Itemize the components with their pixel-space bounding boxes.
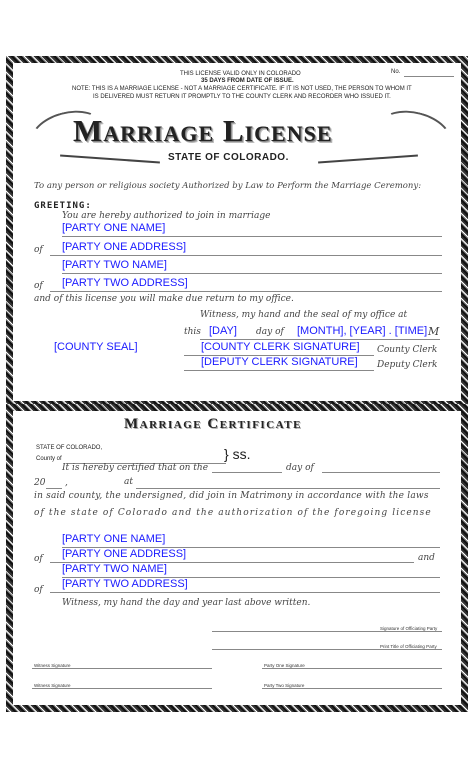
license-party-two-name: [PARTY TWO NAME]	[62, 259, 167, 271]
sig-officiating-label: Signature of Officiating Party	[380, 626, 438, 631]
license-of-1: of	[34, 245, 43, 255]
certified-line: It is hereby certified that on the	[62, 463, 209, 473]
license-witness-line: Witness, my hand and the seal of my office at	[200, 310, 408, 320]
license-header-line3: NOTE: THIS IS A MARRIAGE LICENSE - NOT A MARRIAGE CERTIFICATE. IF IT IS NOT USED, THE PERSON TO WHOM IT	[72, 86, 412, 92]
license-month-year-time: [MONTH], [YEAR] . [TIME]	[297, 325, 428, 337]
party-two-address-line	[50, 291, 442, 292]
cert-day-line	[212, 472, 282, 473]
cert-party-two-address-line	[50, 592, 440, 593]
deputy-clerk-label: Deputy Clerk	[377, 360, 438, 370]
license-of-2: of	[34, 281, 43, 291]
cert-party-one-address: [PARTY ONE ADDRESS]	[62, 548, 187, 560]
party-one-sig-label: Party One Signature	[264, 663, 305, 668]
state-line: of the state of Colorado and the authorization of the foregoing license	[34, 508, 432, 518]
party-two-name-line	[62, 273, 442, 274]
certificate-ss: } ss.	[224, 446, 251, 462]
cert-party-two-name: [PARTY TWO NAME]	[62, 563, 167, 575]
county-clerk-label: County Clerk	[377, 345, 438, 355]
license-day: [DAY]	[209, 325, 237, 337]
witness-sig-2-label: Witness Signature	[34, 683, 71, 688]
certificate-at: at	[124, 477, 133, 487]
hereby-line: You are hereby authorized to join in marriage	[62, 211, 271, 221]
witness-sig-1-label: Witness Signature	[34, 663, 71, 668]
date-line	[200, 339, 440, 340]
cert-witness-line: Witness, my hand the day and year last above written.	[62, 598, 311, 608]
license-day-of: day of	[256, 327, 284, 337]
party-two-sig-label: Party Two Signature	[264, 683, 305, 688]
certificate-year-prefix: 20	[34, 478, 46, 488]
license-header-line4: IS DELIVERED MUST RETURN IT PROMPTLY TO THE COUNTY CLERK AND RECORDER WHO ISSUED IT.	[93, 94, 391, 100]
certificate-title: Marriage Certificate	[124, 416, 302, 432]
cert-party-two-address: [PARTY TWO ADDRESS]	[62, 578, 188, 590]
license-number-label: No.	[391, 69, 401, 75]
cert-party-one-name: [PARTY ONE NAME]	[62, 533, 166, 545]
license-header-line1: THIS LICENSE VALID ONLY IN COLORADO	[180, 71, 301, 77]
license-state: STATE OF COLORADO.	[168, 152, 289, 163]
county-seal: [COUNTY SEAL]	[54, 341, 138, 353]
cert-month-line	[322, 472, 440, 473]
party-two-sig-line	[262, 688, 442, 689]
county-line: in said county, the undersigned, did join in Matrimony in accordance with the laws	[34, 491, 429, 501]
party-one-name-line	[62, 236, 442, 237]
greeting-label: GREETING:	[34, 201, 92, 211]
authorize-line: To any person or religious society Authorized by Law to Perform the Marriage Ceremony:	[34, 181, 422, 191]
year-line	[46, 488, 62, 489]
certificate-comma: ,	[65, 478, 68, 488]
license-party-one-name: [PARTY ONE NAME]	[62, 222, 166, 234]
license-m-suffix: M	[428, 325, 440, 338]
print-officiating-label: Print Title of Officiating Party	[380, 644, 437, 649]
cert-of-2: of	[34, 585, 43, 595]
cert-of-1: of	[34, 554, 43, 564]
officiating-title-line	[212, 649, 442, 650]
party-one-sig-line	[262, 668, 442, 669]
license-title: Marriage License	[73, 113, 333, 148]
deputy-clerk-signature: [DEPUTY CLERK SIGNATURE]	[201, 356, 358, 368]
license-number-line	[404, 76, 454, 77]
license-party-one-address: [PARTY ONE ADDRESS]	[62, 241, 187, 253]
county-clerk-signature: [COUNTY CLERK SIGNATURE]	[201, 341, 360, 353]
certificate-state: STATE OF COLORADO,	[36, 445, 103, 451]
cert-and: and	[418, 553, 435, 563]
this-label: this	[184, 327, 201, 337]
party-one-address-line	[50, 255, 442, 256]
return-line: and of this license you will make due return to my office.	[34, 294, 294, 304]
witness-sig-2-line	[32, 688, 212, 689]
certificate-day-of: day of	[286, 463, 314, 473]
license-header-line2: 35 DAYS FROM DATE OF ISSUE.	[201, 78, 294, 84]
witness-sig-1-line	[32, 668, 212, 669]
certificate-county-of: County of	[36, 456, 62, 462]
deputy-clerk-line	[184, 370, 374, 371]
officiating-sig-line	[212, 631, 442, 632]
license-party-two-address: [PARTY TWO ADDRESS]	[62, 277, 188, 289]
at-line	[136, 488, 440, 489]
